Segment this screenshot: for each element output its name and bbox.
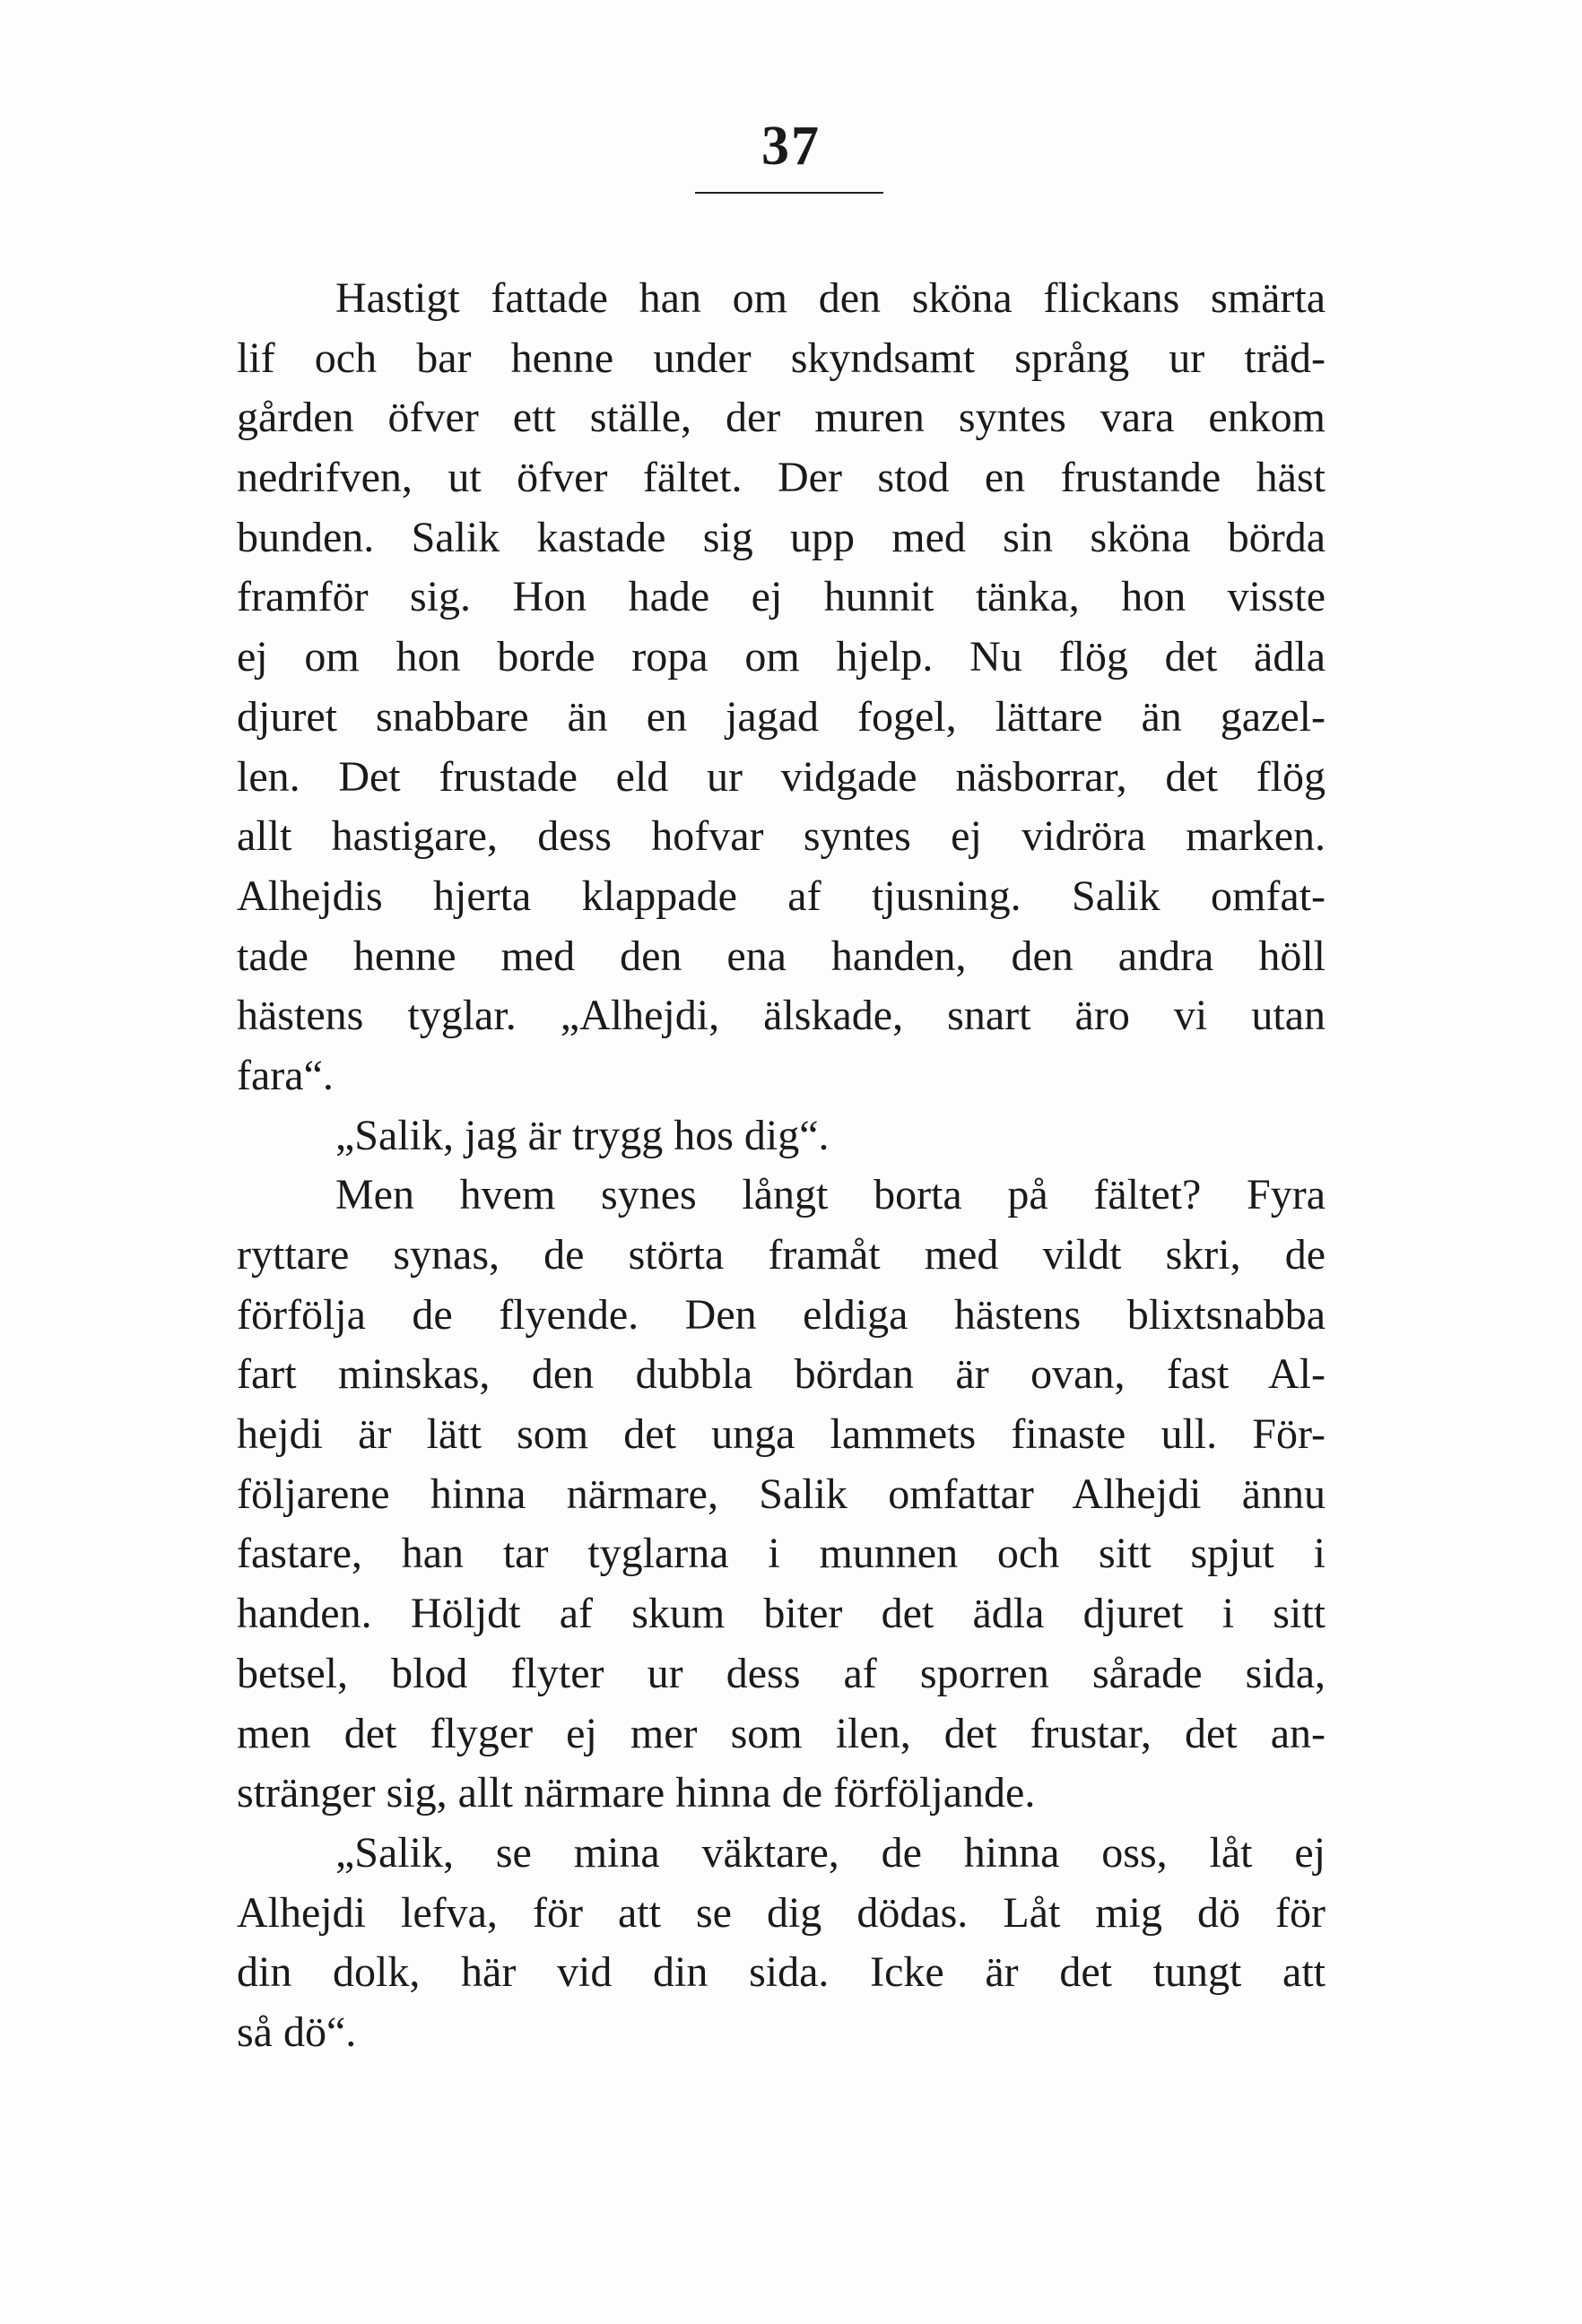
text-line: men det flyger ej mer som ilen, det frustar, det an- — [237, 1709, 1326, 1757]
text-line: hästens tyglar. „Alhejdi, älskade, snart äro vi utan — [237, 992, 1326, 1040]
text-line: allt hastigare, dess hofvar syntes ej vidröra marken. — [237, 812, 1326, 861]
text-line: fart minskas, den dubbla bördan är ovan, fast Al- — [237, 1350, 1326, 1399]
text-line: framför sig. Hon hade ej hunnit tänka, hon visste — [237, 573, 1326, 621]
text-line: följarene hinna närmare, Salik omfattar Alhejdi ännu — [237, 1470, 1326, 1518]
page-number: 37 — [761, 116, 821, 177]
text-line: gården öfver ett ställe, der muren syntes vara enkom — [237, 394, 1326, 442]
text-line: handen. Höljdt af skum biter det ädla djuret i sitt — [237, 1590, 1326, 1638]
text-line: hejdi är lätt som det unga lammets finaste ull. För- — [237, 1410, 1326, 1459]
text-line: Men hvem synes långt borta på fältet? Fyra — [335, 1171, 1326, 1219]
text-line: ryttare synas, de störta framåt med vildt skri, de — [237, 1231, 1326, 1279]
text-line: „Salik, se mina väktare, de hinna oss, låt ej — [335, 1828, 1326, 1877]
text-line: djuret snabbare än en jagad fogel, lättare än gazel- — [237, 692, 1326, 741]
text-line: förfölja de flyende. Den eldiga hästens blixtsnabba — [237, 1290, 1326, 1339]
body-text — [237, 269, 1326, 2063]
text-line: bunden. Salik kastade sig upp med sin sköna börda — [237, 513, 1326, 561]
text-line: betsel, blod flyter ur dess af sporren sårade sida, — [237, 1649, 1326, 1697]
text-line: tade henne med den ena handen, den andra höll — [237, 932, 1326, 980]
text-line: fara“. — [237, 1051, 334, 1099]
header-rule — [695, 192, 883, 194]
text-line: stränger sig, allt närmare hinna de förföljande. — [237, 1769, 1036, 1817]
text-line: Alhejdis hjerta klappade af tjusning. Salik omfat- — [237, 872, 1326, 920]
text-line: fastare, han tar tyglarna i munnen och sitt spjut i — [237, 1530, 1326, 1578]
text-line: Alhejdi lefva, för att se dig dödas. Låt mig dö för — [237, 1888, 1326, 1937]
text-line: lif och bar henne under skyndsamt språng ur träd- — [237, 334, 1326, 382]
text-line: din dolk, här vid din sida. Icke är det tungt att — [237, 1948, 1326, 1997]
text-line: Hastigt fattade han om den sköna flickans smärta — [335, 274, 1326, 322]
text-line: så dö“. — [237, 2007, 357, 2056]
text-line: nedrifven, ut öfver fältet. Der stod en frustande häst — [237, 454, 1326, 502]
text-line: len. Det frustade eld ur vidgade näsborrar, det flög — [237, 752, 1326, 801]
text-line: „Salik, jag är trygg hos dig“. — [335, 1111, 830, 1159]
text-line: ej om hon borde ropa om hjelp. Nu flög det ädla — [237, 633, 1326, 681]
